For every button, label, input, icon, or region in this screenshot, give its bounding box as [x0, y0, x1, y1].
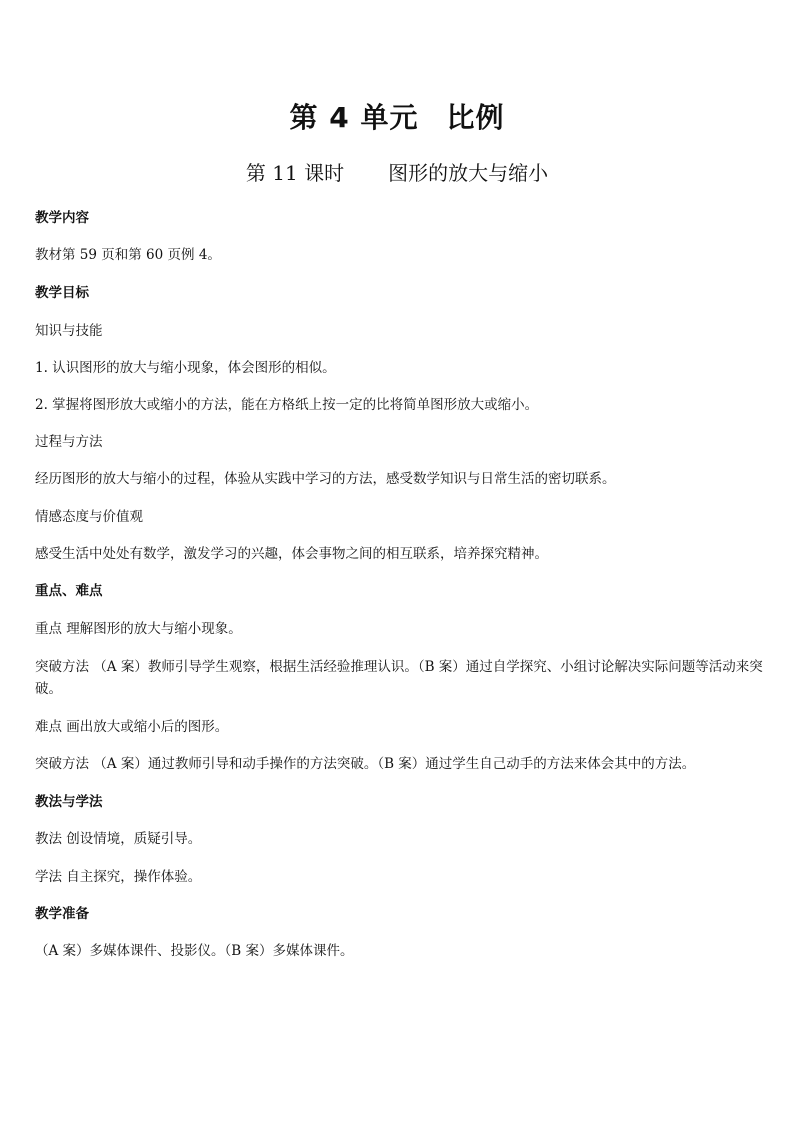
- goal-subheading-process: 过程与方法: [35, 434, 103, 450]
- goal-item-2: 2. 掌握将图形放大或缩小的方法，能在方格纸上按一定的比将简单图形放大或缩小。: [35, 397, 539, 413]
- unit-title-name: 比例: [446, 101, 505, 134]
- goal-subheading-skills: 知识与技能: [35, 323, 103, 339]
- learning-method: 学法 自主探究，操作体验。: [35, 869, 202, 885]
- goal-item-3: 经历图形的放大与缩小的过程，体验从实践中学习的方法，感受数学知识与日常生活的密切联系。: [35, 471, 616, 487]
- unit-title: [0, 98, 794, 138]
- preparation-text: （A 案）多媒体课件、投影仪。（B 案）多媒体课件。: [35, 943, 354, 959]
- goal-subheading-attitude: 情感态度与价值观: [35, 509, 143, 525]
- section-heading-methods: 教法与学法: [35, 794, 103, 810]
- content-text: 教材第 59 页和第 60 页例 4。: [35, 247, 221, 263]
- section-heading-goals: 教学目标: [35, 285, 89, 301]
- section-heading-content: 教学内容: [35, 210, 89, 226]
- key-point-difficulty-method: 突破方法 （A 案）通过教师引导和动手操作的方法突破。（B 案）通过学生自己动手的方法来体会其中的方法。: [35, 756, 696, 772]
- lesson-number: 第 11 课时: [245, 161, 345, 185]
- key-point-difficulty: 难点 画出放大或缩小后的图形。: [35, 719, 229, 735]
- unit-title-number: 第 4 单元: [289, 101, 419, 134]
- teaching-method: 教法 创设情境，质疑引导。: [35, 831, 202, 847]
- key-point-focus: 重点 理解图形的放大与缩小现象。: [35, 621, 242, 637]
- goal-item-4: 感受生活中处处有数学，激发学习的兴趣，体会事物之间的相互联系，培养探究精神。: [35, 546, 548, 562]
- section-heading-key-points: 重点、难点: [35, 583, 103, 599]
- goal-item-1: 1. 认识图形的放大与缩小现象，体会图形的相似。: [35, 360, 336, 376]
- section-heading-preparation: 教学准备: [35, 906, 89, 922]
- key-point-focus-method: 突破方法 （A 案）教师引导学生观察，根据生活经验推理认识。（B 案）通过自学探究、小组讨论解决实际问题等活动来突破。: [35, 659, 763, 697]
- lesson-subtitle: [0, 158, 794, 188]
- lesson-name: 图形的放大与缩小: [388, 161, 549, 185]
